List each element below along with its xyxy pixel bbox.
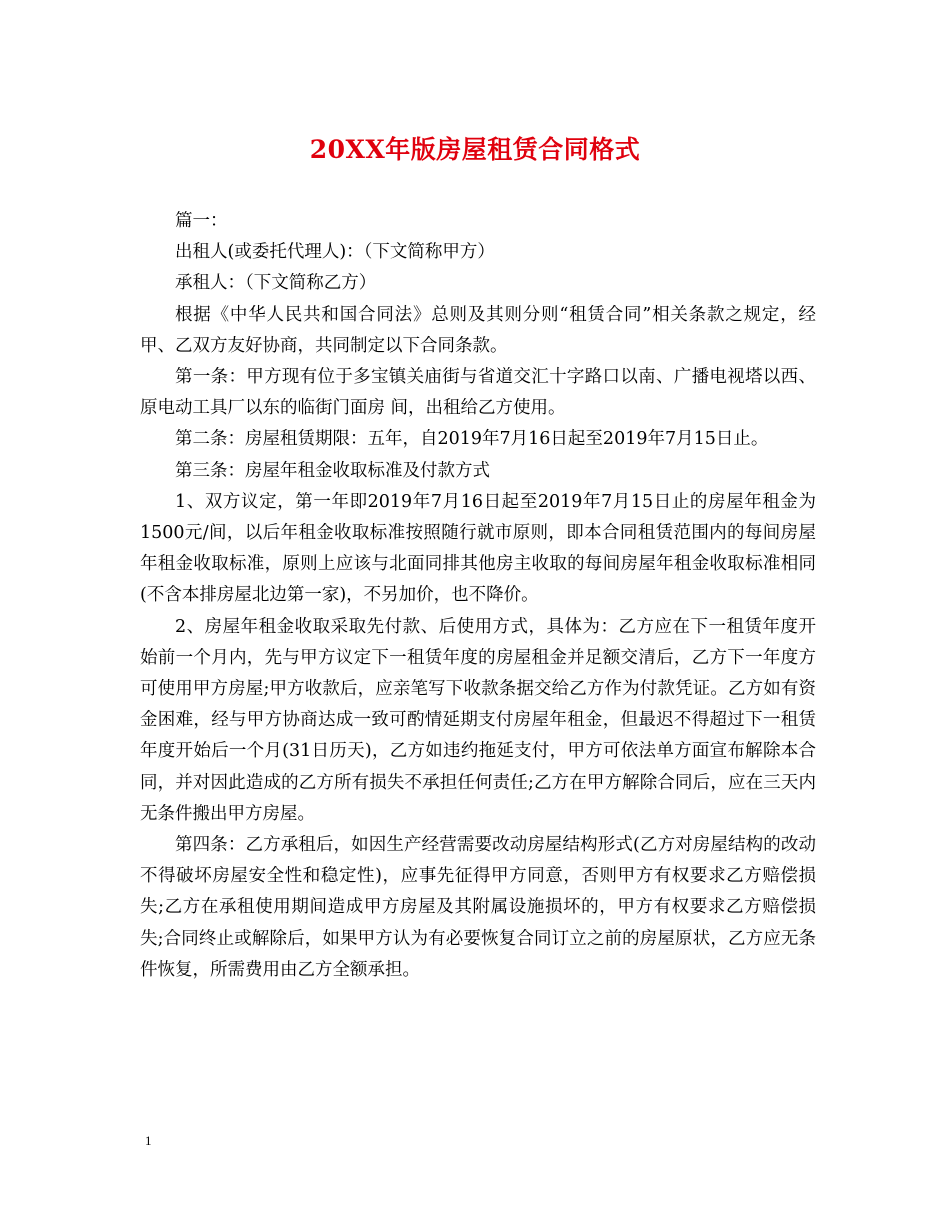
paragraph-article-1: 第一条：甲方现有位于多宝镇关庙街与省道交汇十字路口以南、广播电视塔以西、原电动工具厂以东的临街门面房 间，出租给乙方使用。 <box>140 367 816 419</box>
page-number: 1 <box>145 1133 152 1148</box>
paragraph-preamble: 根据《中华人民共和国合同法》总则及其则分则“租赁合同”相关条款之规定，经甲、乙双方友好协商，共同制定以下合同条款。 <box>140 304 816 356</box>
paragraph-article-4: 第四条：乙方承租后，如因生产经营需要改动房屋结构形式(乙方对房屋结构的改动不得破坏房屋安全性和稳定性)，应事先征得甲方同意，否则甲方有权要求乙方赔偿损失;乙方在承租使用期间造成甲方房屋及其附属设施损坏的，甲方有权要求乙方赔偿损失;合同终止或解除后，如果甲方认为有必要恢复合同订立之前的房屋原状，乙方应无条件恢复，所需费用由乙方全额承担。 <box>140 835 816 980</box>
document-body <box>140 206 816 986</box>
paragraph-article-3: 第三条：房屋年租金收取标准及付款方式 <box>175 460 490 481</box>
paragraph-section-label: 篇一： <box>175 211 228 231</box>
paragraph-article-3-item-1: 1、双方议定，第一年即2019年7月16日起至2019年7月15日止的房屋年租金为1500元/间，以后年租金收取标准按照随行就市原则，即本合同租赁范围内的每间房屋年租金收取标准，原则上应该与北面同排其他房主收取的每间房屋年租金收取标准相同(不含本排房屋北边第一家)，不另加价，也不降价。 <box>140 491 816 606</box>
document-title: 20XX年版房屋租赁合同格式 <box>309 135 641 164</box>
paragraph-article-3-item-2: 2、房屋年租金收取采取先付款、后使用方式，具体为：乙方应在下一租赁年度开始前一个月内，先与甲方议定下一租赁年度的房屋租金并足额交清后，乙方下一年度方可使用甲方房屋;甲方收款后，应亲笔写下收款条据交给乙方作为付款凭证。乙方如有资金困难，经与甲方协商达成一致可酌情延期支付房屋年租金，但最迟不得超过下一租赁年度开始后一个月(31日历天)，乙方如违约拖延支付，甲方可依法单方面宣布解除本合同，并对因此造成的乙方所有损失不承担任何责任;乙方在甲方解除合同后，应在三天内无条件搬出甲方房屋。 <box>140 616 816 824</box>
paragraph-lessor: 出租人(或委托代理人)：（下文简称甲方） <box>175 242 495 263</box>
paragraph-article-2: 第二条：房屋租赁期限：五年，自2019年7月16日起至2019年7月15日止。 <box>175 429 769 450</box>
paragraph-lessee: 承租人：（下文简称乙方） <box>175 273 377 294</box>
